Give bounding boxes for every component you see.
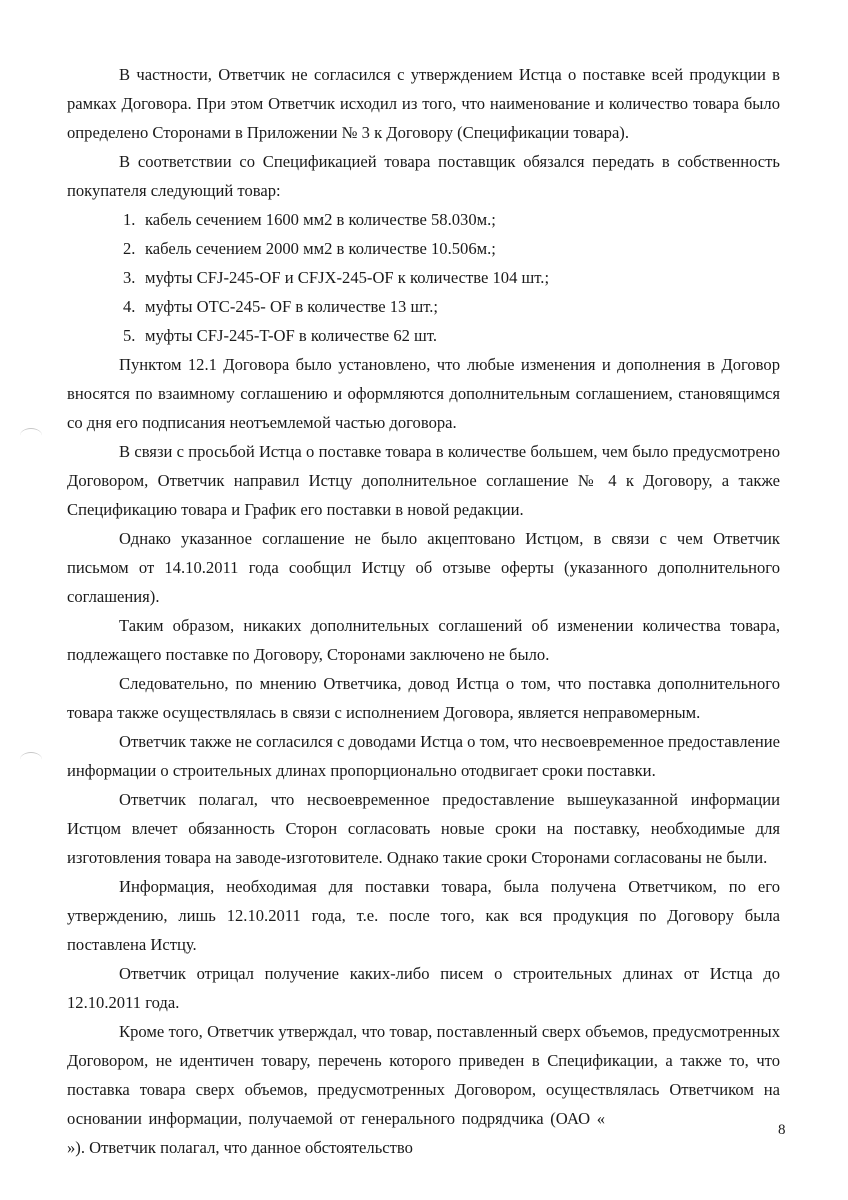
paragraph: Информация, необходимая для поставки товара, была получена Ответчиком, по его утверждению, лишь 12.10.2011 года, т.е. после того, как вся продукция по Договору была поставлена Истцу. bbox=[67, 877, 780, 954]
paragraph: Ответчик отрицал получение каких-либо писем о строительных длинах от Истца до 12.10.2011 года. bbox=[67, 964, 780, 1012]
list-item: 1. кабель сечением 1600 мм2 в количестве 58.030м.; bbox=[123, 210, 496, 229]
paragraph: Таким образом, никаких дополнительных соглашений об изменении количества товара, подлежащего поставке по Договору, Сторонами заключено не было. bbox=[67, 616, 780, 664]
page-body bbox=[67, 60, 780, 1162]
paragraph: Пунктом 12.1 Договора было установлено, что любые изменения и дополнения в Договор вносятся по взаимному соглашению и оформляются дополнительным соглашением, становящимся со дня его подписания неотъемлемой частью договора. bbox=[67, 355, 780, 432]
paragraph: Однако указанное соглашение не было акцептовано Истцом, в связи с чем Ответчик письмом от 14.10.2011 года сообщил Истцу об отзыве оферты (указанного дополнительного соглашения). bbox=[67, 529, 780, 606]
list-item: 3. муфты CFJ-245-OF и CFJX-245-OF к количестве 104 шт.; bbox=[123, 268, 550, 287]
punch-hole-mark bbox=[20, 428, 42, 443]
paragraph: Кроме того, Ответчик утверждал, что товар, поставленный сверх объемов, предусмотренных Договором, не идентичен товару, перечень которого приведен в Спецификации, а также то, что поставка товара сверх объемов, предусмотренных Договором, осуществлялась Ответчиком на основании информации, получаемой от генерального подрядчика (ОАО «»). Ответчик полагал, что данное обстоятельство bbox=[67, 1022, 780, 1157]
paragraph: В частности, Ответчик не согласился с утверждением Истца о поставке всей продукции в рамках Договора. При этом Ответчик исходил из того, что наименование и количество товара было определено Сторонами в Приложении № 3 к Договору (Спецификации товара). bbox=[67, 65, 780, 142]
paragraph: Ответчик также не согласился с доводами Истца о том, что несвоевременное предоставление информации о строительных длинах пропорционально отодвигает сроки поставки. bbox=[67, 732, 781, 780]
paragraph: Следовательно, по мнению Ответчика, довод Истца о том, что поставка дополнительного товара также осуществлялась в связи с исполнением Договора, является неправомерным. bbox=[67, 674, 780, 722]
paragraph: В связи с просьбой Истца о поставке товара в количестве большем, чем было предусмотрено Договором, Ответчик направил Истцу дополнительное соглашение № 4 к Договору, а также Спецификацию товара и График его поставки в новой редакции. bbox=[67, 442, 780, 519]
page-number: 8 bbox=[778, 1122, 786, 1138]
goods-list bbox=[67, 205, 780, 350]
punch-hole-mark bbox=[20, 752, 42, 767]
list-item: 2. кабель сечением 2000 мм2 в количестве 10.506м.; bbox=[123, 239, 496, 258]
paragraph: Ответчик полагал, что несвоевременное предоставление вышеуказанной информации Истцом влечет обязанность Сторон согласовать новые сроки на поставку, необходимые для изготовления товара на заводе-изготовителе. Однако такие сроки Сторонами согласованы не были. bbox=[67, 790, 780, 867]
paragraph: В соответствии со Спецификацией товара поставщик обязался передать в собственность покупателя следующий товар: bbox=[67, 152, 780, 200]
list-item: 4. муфты OTC-245- OF в количестве 13 шт.; bbox=[123, 297, 439, 316]
list-item: 5. муфты CFJ-245-T-OF в количестве 62 шт. bbox=[123, 326, 437, 345]
